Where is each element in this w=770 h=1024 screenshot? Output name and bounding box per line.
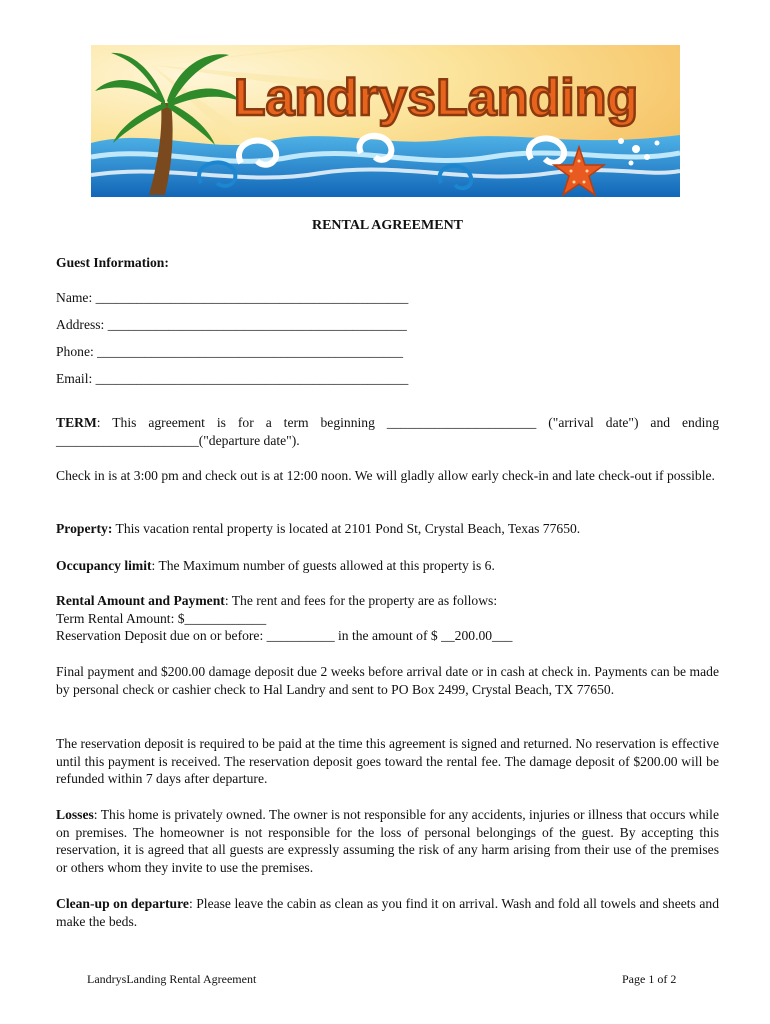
guest-name-field: Name: ______________________________________________: [56, 290, 409, 305]
reservation-deposit-line: Reservation Deposit due on or before: __________ in the amount of $ __200.00___: [56, 628, 513, 643]
cleanup-section: [56, 895, 719, 930]
guest-email-field: Email: ______________________________________________: [56, 371, 409, 386]
landrys-landing-banner: [91, 45, 680, 197]
guest-address-field: Address: ____________________________________________: [56, 317, 407, 332]
property-label: Property:: [56, 521, 113, 536]
cleanup-label: Clean-up on departure: [56, 896, 189, 911]
property-section: [56, 520, 719, 538]
final-payment-section: Final payment and $200.00 damage deposit due 2 weeks before arrival date or in cash at check in. Payments can be made by personal check or cashier check to Hal Landry and sent to PO Box 2499, Crystal Beach, TX 77650.: [56, 664, 719, 697]
rental-text: : The rent and fees for the property are as follows:: [224, 593, 498, 608]
document-title: RENTAL AGREEMENT: [311, 218, 464, 233]
checkin-section: Check in is at 3:00 pm and check out is at 12:00 noon. We will gladly allow early check-in and late check-out if possible.: [56, 468, 715, 483]
rental-section: [56, 592, 719, 645]
guest-phone-field: Phone: _____________________________________________: [56, 344, 404, 359]
losses-label: Losses: [56, 807, 94, 822]
occupancy-text: : The Maximum number of guests allowed at this property is 6.: [151, 558, 495, 573]
term-text: : This agreement is for a term beginning ______________________ ("arrival date") and ending _____________________("departure date").: [56, 415, 719, 448]
occupancy-section: [56, 557, 719, 575]
losses-text: : This home is privately owned. The owner is not responsible for any accidents, injuries or illness that occurs while on premises. The homeowner is not responsible for the loss of personal belongings of the guest. By accepting this reservation, it is agreed that all guests are expressly assuming the risk of any harm arising from their use of the premises or others whom they invite to use the premises.: [56, 807, 719, 875]
logo-text: LandrysLanding: [233, 69, 639, 127]
losses-section: [56, 806, 719, 876]
term-label: TERM: [56, 415, 97, 430]
page-number: Page 1 of 2: [622, 972, 677, 986]
cleanup-text: : Please leave the cabin as clean as you find it on arrival. Wash and fold all towels and sheets and make the beds.: [56, 896, 719, 929]
deposit-section: The reservation deposit is required to be paid at the time this agreement is signed and returned. No reservation is effective until this payment is received. The reservation deposit goes toward the rental fee. The damage deposit of $200.00 will be refunded within 7 days after departure.: [56, 736, 719, 786]
term-rental-amount: Term Rental Amount: $____________: [56, 610, 267, 626]
property-text: This vacation rental property is located at 2101 Pond St, Crystal Beach, Texas 77650.: [112, 521, 581, 536]
occupancy-label: Occupancy limit: [56, 558, 152, 573]
rental-label: Rental Amount and Payment: [56, 593, 225, 608]
guest-info-heading: Guest Information:: [56, 255, 169, 270]
footer-title: LandrysLanding Rental Agreement: [87, 972, 257, 986]
term-section: [56, 414, 719, 449]
